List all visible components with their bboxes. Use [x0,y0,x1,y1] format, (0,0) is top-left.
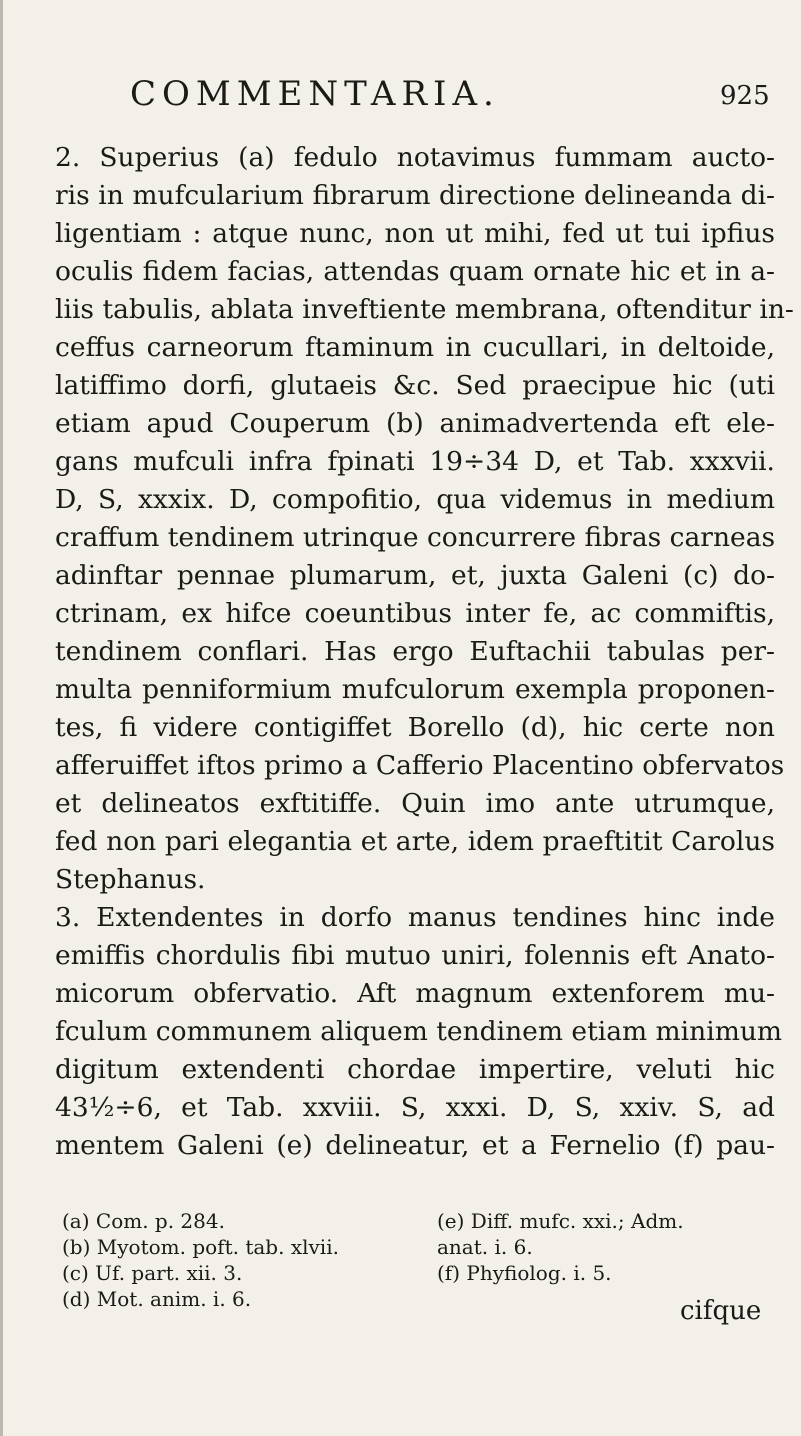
text-line: micorum obfervatio. Aft magnum extenforem mu- [55,978,775,1009]
footnote: (e) Diff. mufc. xxi.; Adm. [437,1209,684,1233]
running-head [0,72,801,122]
text-line: fed non pari elegantia et arte, idem praeftitit Carolus [55,826,775,857]
footnote: (a) Com. p. 284. [62,1209,225,1233]
footnote: (b) Myotom. poft. tab. xlvii. [62,1235,339,1259]
running-title: COMMENTARIA. [130,74,500,114]
page-number: 925 [720,81,770,111]
text-line: latiffimo dorfi, glutaeis &c. Sed praecipue hic (uti [55,370,775,401]
text-line: oculis fidem facias, attendas quam ornate hic et in a- [55,256,775,287]
text-line: D, S, xxxix. D, compofitio, qua videmus in medium [55,484,775,515]
page-edge [0,0,3,1436]
footnote: (d) Mot. anim. i. 6. [62,1287,252,1311]
text-line: ligentiam : atque nunc, non ut mihi, fed ut tui ipfius [55,218,775,249]
text-line: ctrinam, ex hifce coeuntibus inter fe, ac commiftis, [55,598,775,629]
text-line: adinftar pennae plumarum, et, juxta Galeni (c) do- [55,560,775,591]
text-line: 3. Extendentes in dorfo manus tendines hinc inde [55,902,775,933]
text-line: 2. Superius (a) fedulo notavimus fummam aucto- [55,142,775,173]
text-line: etiam apud Couperum (b) animadvertenda eft ele- [55,408,775,439]
text-line: 43½÷6, et Tab. xxviii. S, xxxi. D, S, xxiv. S, ad [55,1092,775,1123]
catchword: cifque [680,1296,762,1326]
text-line: craffum tendinem utrinque concurrere fibras carneas [55,522,776,553]
text-line: mentem Galeni (e) delineatur, et a Fernelio (f) pau- [55,1130,775,1161]
text-line: digitum extendenti chordae impertire, veluti hic [55,1054,775,1085]
footnote: anat. i. 6. [437,1235,533,1259]
text-line: tes, fi videre contigiffet Borello (d), hic certe non [55,712,775,743]
text-line: ceffus carneorum ftaminum in cucullari, in deltoide, [55,332,775,363]
text-line: tendinem conflari. Has ergo Euftachii tabulas per- [55,636,775,667]
text-line: gans mufculi infra fpinati 19÷34 D, et Tab. xxxvii. [55,446,775,477]
text-line: fculum communem aliquem tendinem etiam minimum [55,1016,783,1047]
text-line: afferuiffet iftos primo a Cafferio Placentino obfervatos [55,750,785,781]
footnote: (c) Uf. part. xii. 3. [62,1261,243,1285]
text-line: liis tabulis, ablata inveftiente membrana, oftenditur in- [55,294,794,325]
text-line: multa penniformium mufculorum exempla proponen- [55,674,775,705]
text-line: ris in mufcularium fibrarum directione delineanda di- [55,180,775,211]
text-line: emiffis chordulis fibi mutuo uniri, folennis eft Anato- [55,940,775,971]
text-line: et delineatos exftitiffe. Quin imo ante utrumque, [55,788,775,819]
footnote: (f) Phyfiolog. i. 5. [437,1261,612,1285]
text-line: Stephanus. [55,864,206,895]
